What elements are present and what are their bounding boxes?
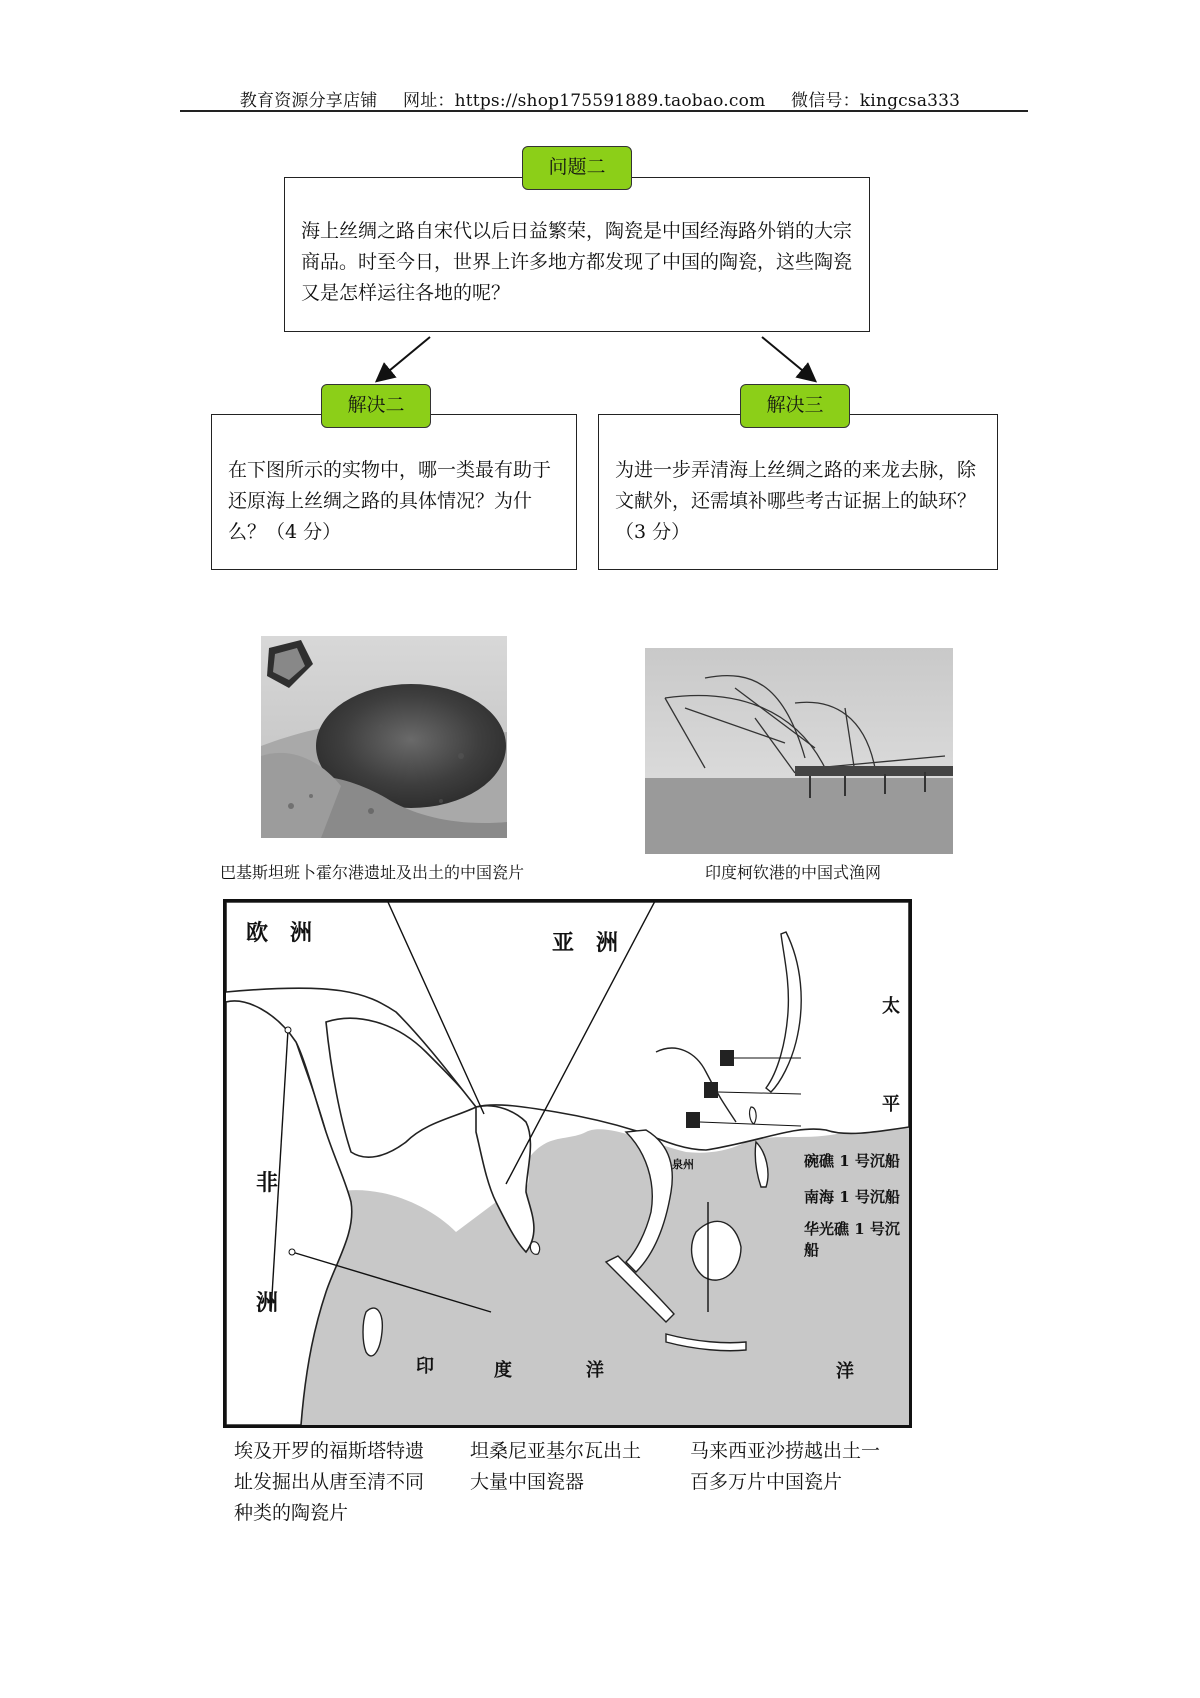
map-label-ship3: 华光礁 1 号沉船 [804,1220,900,1259]
caption-pakistan: 巴基斯坦班卜霍尔港遗址及出土的中国瓷片 [220,863,525,882]
flow-arrows [0,0,1200,420]
solution2-text: 在下图所示的实物中，哪一类最有助于还原海上丝绸之路的具体情况？为什么？（4 分） [228,459,552,543]
map-label-ship2: 南海 1 号沉船 [804,1188,900,1206]
solution3-text: 为进一步弄清海上丝绸之路的来龙去脉，除文献外，还需填补哪些考古证据上的缺环？（3 分） [615,459,977,543]
arrow-left [378,337,430,380]
photo-pakistan-ruins [261,636,507,838]
solution3-tag: 解决三 [740,384,850,428]
header-url: 网址：https://shop175591889.taobao.com [403,91,766,111]
map-label-pacific-1: 太 [882,996,900,1017]
caption-india: 印度柯钦港的中国式渔网 [705,863,882,882]
arrow-right [762,337,814,380]
map-label-europe: 欧 洲 [246,920,313,946]
label-egypt: 埃及开罗的福斯塔特遗址发掘出从唐至清不同种类的陶瓷片 [234,1440,425,1524]
map-label-indian-3: 洋 [586,1360,604,1381]
map-label-africa-1: 非 [256,1170,279,1196]
header-shop: 教育资源分享店铺 [239,91,378,111]
label-tanzania: 坦桑尼亚基尔瓦出土大量中国瓷器 [470,1440,642,1493]
solution3-box [598,414,998,570]
borneo [692,1221,741,1280]
photo-india-fishing-nets [645,648,953,854]
label-malaysia: 马来西亚沙捞越出土一百多万片中国瓷片 [690,1440,881,1493]
map-label-pacific-2: 平 [882,1094,900,1115]
question2-tag: 问题二 [522,146,632,190]
map-label-quanzhou: 泉州 [672,1158,694,1171]
silk-road-map [223,899,912,1428]
map-label-africa-2: 洲 [256,1290,279,1316]
map-label-indian-1: 印 [416,1356,434,1377]
solution2-box [211,414,577,570]
question2-text: 海上丝绸之路自宋代以后日益繁荣，陶瓷是中国经海路外销的大宗商品。时至今日，世界上许多地方都发现了中国的陶瓷，这些陶瓷又是怎样运往各地的呢？ [301,220,853,304]
map-label-ship1: 碗礁 1 号沉船 [804,1152,900,1170]
map-label-asia: 亚 洲 [552,930,619,956]
map-label-indian-2: 度 [494,1360,512,1381]
solution2-tag: 解决二 [321,384,431,428]
map-label-pacific-3: 洋 [836,1361,854,1382]
header-wechat: 微信号：kingcsa333 [791,91,961,111]
sri-lanka [530,1242,539,1255]
